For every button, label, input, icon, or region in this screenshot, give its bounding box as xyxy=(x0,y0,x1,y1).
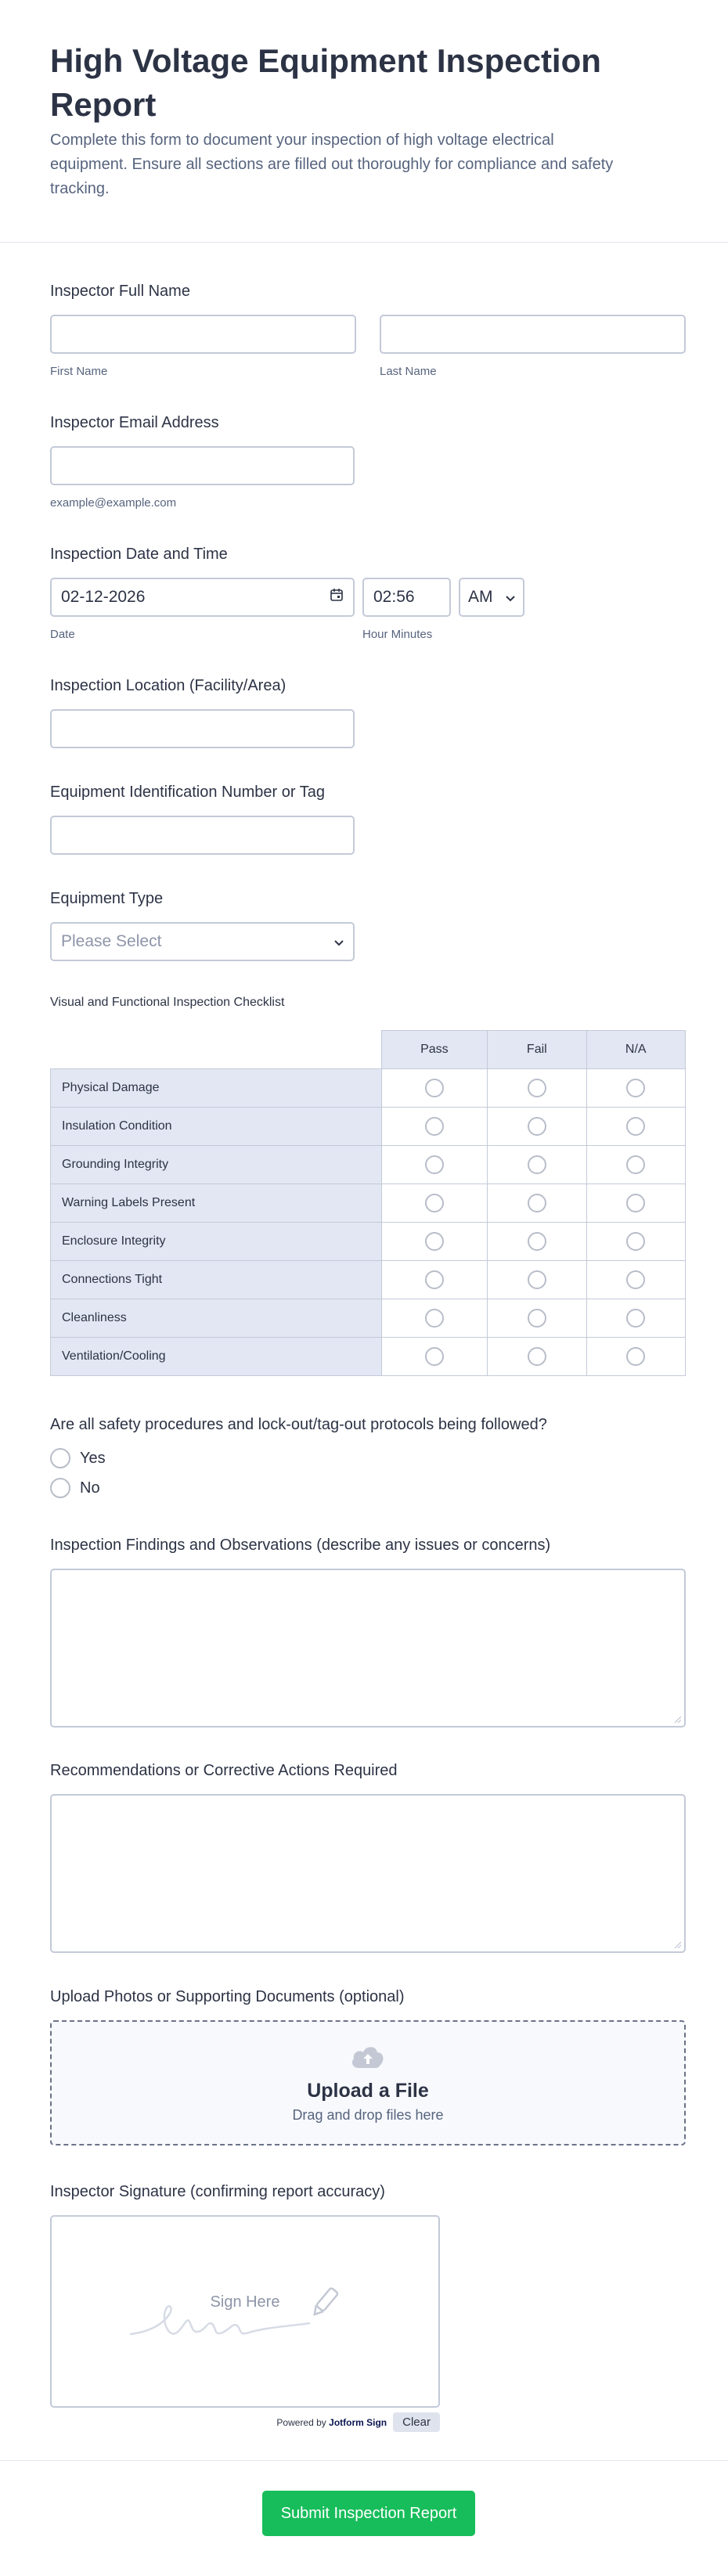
resize-grip-icon[interactable] xyxy=(673,1715,681,1723)
matrix-radio[interactable] xyxy=(425,1270,444,1289)
matrix-col-fail: Fail xyxy=(488,1031,586,1069)
matrix-cell xyxy=(488,1338,586,1376)
matrix-cell xyxy=(488,1108,586,1146)
matrix-radio[interactable] xyxy=(425,1309,444,1328)
email-label: Inspector Email Address xyxy=(50,414,219,431)
safety-yes-label: Yes xyxy=(80,1449,106,1467)
powered-by-text xyxy=(276,2417,387,2428)
first-name-input[interactable] xyxy=(50,315,356,354)
datetime-label: Inspection Date and Time xyxy=(50,546,228,563)
equipment-type-label: Equipment Type xyxy=(50,890,164,907)
date-value: 02-12-2026 xyxy=(61,588,146,606)
matrix-radio[interactable] xyxy=(528,1347,546,1366)
matrix-row xyxy=(51,1146,686,1184)
chevron-down-icon xyxy=(334,932,344,951)
matrix-radio[interactable] xyxy=(528,1117,546,1136)
email-sublabel: example@example.com xyxy=(50,496,177,510)
matrix-radio[interactable] xyxy=(528,1155,546,1174)
equipment-id-input[interactable] xyxy=(50,816,355,855)
location-input[interactable] xyxy=(50,709,355,748)
time-sublabel: Hour Minutes xyxy=(362,628,433,641)
signature-label: Inspector Signature (confirming report accuracy) xyxy=(50,2183,385,2200)
matrix-cell xyxy=(488,1146,586,1184)
matrix-cell xyxy=(586,1261,685,1299)
matrix-col-pass: Pass xyxy=(381,1031,487,1069)
safety-field-group xyxy=(50,1415,547,1503)
safety-option-yes[interactable] xyxy=(50,1443,547,1473)
first-name-sublabel: First Name xyxy=(50,365,108,378)
matrix-cell xyxy=(381,1184,487,1223)
matrix-radio[interactable] xyxy=(528,1232,546,1251)
upload-label: Upload Photos or Supporting Documents (optional) xyxy=(50,1988,405,2005)
resize-grip-icon[interactable] xyxy=(673,1940,681,1948)
signature-clear-button[interactable]: Clear xyxy=(393,2412,440,2432)
matrix-corner xyxy=(51,1031,382,1069)
matrix-cell xyxy=(586,1184,685,1223)
upload-subtitle: Drag and drop files here xyxy=(292,2106,444,2123)
matrix-row xyxy=(51,1069,686,1108)
matrix-radio[interactable] xyxy=(626,1117,645,1136)
matrix-radio[interactable] xyxy=(626,1347,645,1366)
last-name-input[interactable] xyxy=(380,315,686,354)
location-field-group xyxy=(50,676,355,748)
checklist-matrix xyxy=(50,1030,686,1376)
checklist-label: Visual and Functional Inspection Checklist xyxy=(50,996,285,1009)
matrix-cell xyxy=(381,1146,487,1184)
safety-label: Are all safety procedures and lock-out/tag-out protocols being followed? xyxy=(50,1416,547,1433)
matrix-cell xyxy=(488,1223,586,1261)
matrix-cell xyxy=(381,1299,487,1338)
matrix-row xyxy=(51,1299,686,1338)
matrix-cell xyxy=(381,1069,487,1108)
signature-field-group xyxy=(50,2182,440,2432)
matrix-row xyxy=(51,1184,686,1223)
submit-button[interactable]: Submit Inspection Report xyxy=(262,2491,475,2536)
email-input[interactable] xyxy=(50,446,355,485)
matrix-row-label: Warning Labels Present xyxy=(51,1184,382,1223)
matrix-radio[interactable] xyxy=(528,1270,546,1289)
matrix-radio[interactable] xyxy=(425,1117,444,1136)
matrix-radio[interactable] xyxy=(626,1194,645,1212)
matrix-row-label: Enclosure Integrity xyxy=(51,1223,382,1261)
date-sublabel: Date xyxy=(50,628,75,641)
findings-label: Inspection Findings and Observations (describe any issues or concerns) xyxy=(50,1537,551,1554)
recommendations-field-group xyxy=(50,1761,686,1953)
findings-textarea[interactable] xyxy=(50,1569,686,1728)
upload-title: Upload a File xyxy=(307,2079,429,2102)
equipment-type-select[interactable] xyxy=(50,922,355,961)
matrix-row xyxy=(51,1108,686,1146)
matrix-radio[interactable] xyxy=(626,1270,645,1289)
inspector-name-field xyxy=(50,282,686,379)
matrix-radio[interactable] xyxy=(528,1309,546,1328)
matrix-radio[interactable] xyxy=(425,1079,444,1097)
matrix-radio[interactable] xyxy=(425,1194,444,1212)
datetime-field-group xyxy=(50,545,524,642)
matrix-cell xyxy=(488,1299,586,1338)
recommendations-textarea[interactable] xyxy=(50,1794,686,1953)
matrix-radio[interactable] xyxy=(626,1079,645,1097)
form-footer xyxy=(0,2460,728,2576)
last-name-sublabel: Last Name xyxy=(380,365,437,378)
matrix-row-label: Grounding Integrity xyxy=(51,1146,382,1184)
location-label: Inspection Location (Facility/Area) xyxy=(50,677,287,694)
matrix-cell xyxy=(488,1261,586,1299)
powered-prefix: Powered by xyxy=(276,2416,326,2428)
matrix-cell xyxy=(488,1069,586,1108)
matrix-radio[interactable] xyxy=(626,1232,645,1251)
findings-field-group xyxy=(50,1536,686,1728)
matrix-cell xyxy=(586,1069,685,1108)
matrix-row xyxy=(51,1223,686,1261)
form-header xyxy=(0,0,728,243)
signature-placeholder-graphic xyxy=(52,2217,438,2406)
matrix-cell xyxy=(586,1299,685,1338)
matrix-row-label: Ventilation/Cooling xyxy=(51,1338,382,1376)
matrix-row-label: Insulation Condition xyxy=(51,1108,382,1146)
matrix-radio[interactable] xyxy=(425,1347,444,1366)
signature-placeholder-text: Sign Here xyxy=(210,2293,280,2311)
radio-no[interactable] xyxy=(50,1478,70,1498)
equipment-id-label: Equipment Identification Number or Tag xyxy=(50,784,325,801)
matrix-radio[interactable] xyxy=(528,1194,546,1212)
signature-pad[interactable] xyxy=(50,2215,440,2408)
matrix-col-na: N/A xyxy=(586,1031,685,1069)
equipment-type-field-group xyxy=(50,889,355,961)
matrix-radio[interactable] xyxy=(425,1155,444,1174)
upload-field-group xyxy=(50,1987,686,2145)
radio-yes[interactable] xyxy=(50,1448,70,1468)
matrix-cell xyxy=(381,1223,487,1261)
time-input[interactable] xyxy=(362,578,451,617)
jotform-sign-brand: Jotform Sign xyxy=(329,2416,387,2428)
calendar-icon[interactable] xyxy=(330,588,344,607)
matrix-cell xyxy=(381,1108,487,1146)
ampm-select[interactable] xyxy=(459,578,524,617)
matrix-cell xyxy=(586,1146,685,1184)
matrix-cell xyxy=(381,1261,487,1299)
safety-option-no[interactable] xyxy=(50,1473,547,1503)
matrix-row-label: Physical Damage xyxy=(51,1069,382,1108)
ampm-value: AM xyxy=(468,588,493,606)
matrix-radio[interactable] xyxy=(528,1079,546,1097)
matrix-radio[interactable] xyxy=(425,1232,444,1251)
matrix-row-label: Connections Tight xyxy=(51,1261,382,1299)
matrix-row xyxy=(51,1261,686,1299)
matrix-cell xyxy=(586,1108,685,1146)
form-description: Complete this form to document your inspection of high voltage electrical equipment. Ensure all sections are filled out thoroughly for compliance and safety tracking. xyxy=(50,132,614,197)
upload-dropzone[interactable] xyxy=(50,2020,686,2145)
safety-no-label: No xyxy=(80,1479,100,1497)
chevron-down-icon xyxy=(506,588,515,607)
time-value: 02:56 xyxy=(373,588,415,606)
matrix-row xyxy=(51,1338,686,1376)
inspector-name-label: Inspector Full Name xyxy=(50,283,190,300)
matrix-radio[interactable] xyxy=(626,1309,645,1328)
cloud-upload-icon xyxy=(349,2043,387,2073)
matrix-row-label: Cleanliness xyxy=(51,1299,382,1338)
matrix-cell xyxy=(586,1223,685,1261)
matrix-cell xyxy=(586,1338,685,1376)
form-title: High Voltage Equipment Inspection Report xyxy=(50,42,601,123)
matrix-cell xyxy=(488,1184,586,1223)
recommendations-label: Recommendations or Corrective Actions Required xyxy=(50,1762,398,1779)
equipment-type-placeholder: Please Select xyxy=(61,932,162,950)
date-input[interactable] xyxy=(50,578,355,617)
matrix-cell xyxy=(381,1338,487,1376)
matrix-radio[interactable] xyxy=(626,1155,645,1174)
equipment-id-field-group xyxy=(50,783,355,855)
email-field-group xyxy=(50,413,355,510)
